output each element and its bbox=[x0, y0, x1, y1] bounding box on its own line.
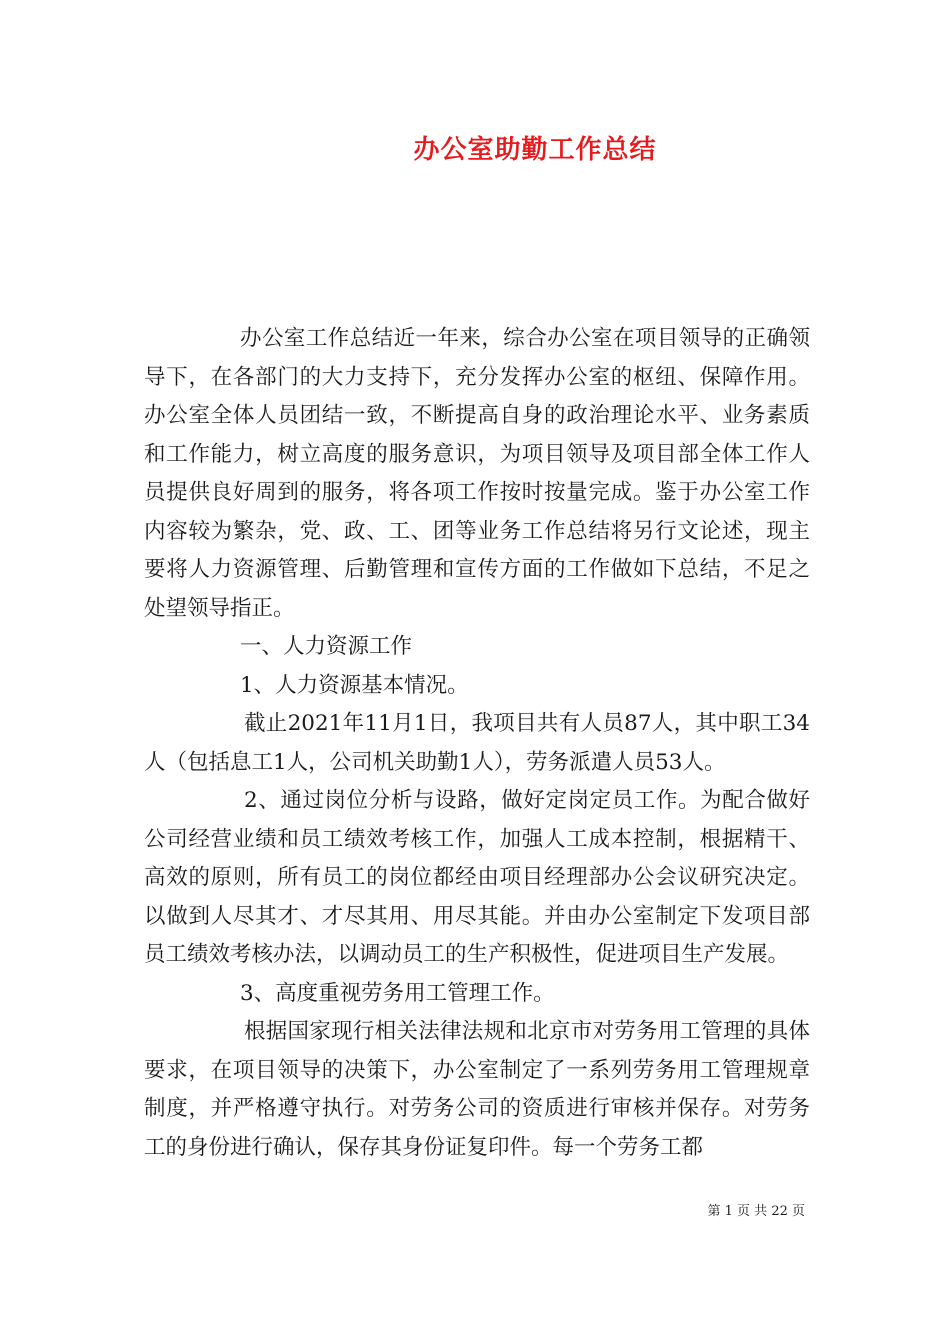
position-analysis-paragraph: 2、通过岗位分析与设路，做好定岗定员工作。为配合做好公司经营业绩和员工绩效考核工作，加强人工成本控制，根据精干、高效的原则，所有员工的岗位都经由项目经理部办公会议研究决定。以做到人尽其才、才尽其用、用尽其能。并由办公室制定下发项目部员工绩效考核办法，以调动员工的生产积极性，促进项目生产发展。 bbox=[144, 788, 810, 967]
section-heading-hr: 一、人力资源工作 bbox=[240, 634, 413, 659]
labor-management-paragraph: 根据国家现行相关法律法规和北京市对劳务用工管理的具体要求，在项目领导的决策下，办公室制定了一系列劳务用工管理规章制度，并严格遵守执行。对劳务公司的资质进行审核并保存。对劳务工的身份进行确认，保存其身份证复印件。每一个劳务工都 bbox=[144, 1019, 810, 1160]
subheading-basic-info: 1、人力资源基本情况。 bbox=[240, 672, 469, 698]
intro-paragraph: 办公室工作总结近一年来，综合办公室在项目领导的正确领导下，在各部门的大力支持下，充分发挥办公室的枢纽、保障作用。办公室全体人员团结一致，不断提高自身的政治理论水平、业务素质和工作能力，树立高度的服务意识，为项目领导及项目部全体工作人员提供良好周到的服务，将各项工作按时按量完成。鉴于办公室工作内容较为繁杂，党、政、工、团等业务工作总结将另行文论述，现主要将人力资源管理、后勤管理和宣传方面的工作做如下总结，不足之处望领导指正。 bbox=[144, 326, 810, 621]
document-body bbox=[144, 320, 810, 1167]
page-number: 第 1 页 共 22 页 bbox=[707, 1204, 805, 1219]
subheading-labor-management: 3、高度重视劳务用工管理工作。 bbox=[240, 980, 555, 1006]
staff-count-paragraph: 截止2021年11月1日，我项目共有人员87人，其中职工34人（包括息工1人，公司机关助勤1人），劳务派遣人员53人。 bbox=[144, 711, 810, 775]
document-title: 办公室助勤工作总结 bbox=[413, 135, 657, 165]
